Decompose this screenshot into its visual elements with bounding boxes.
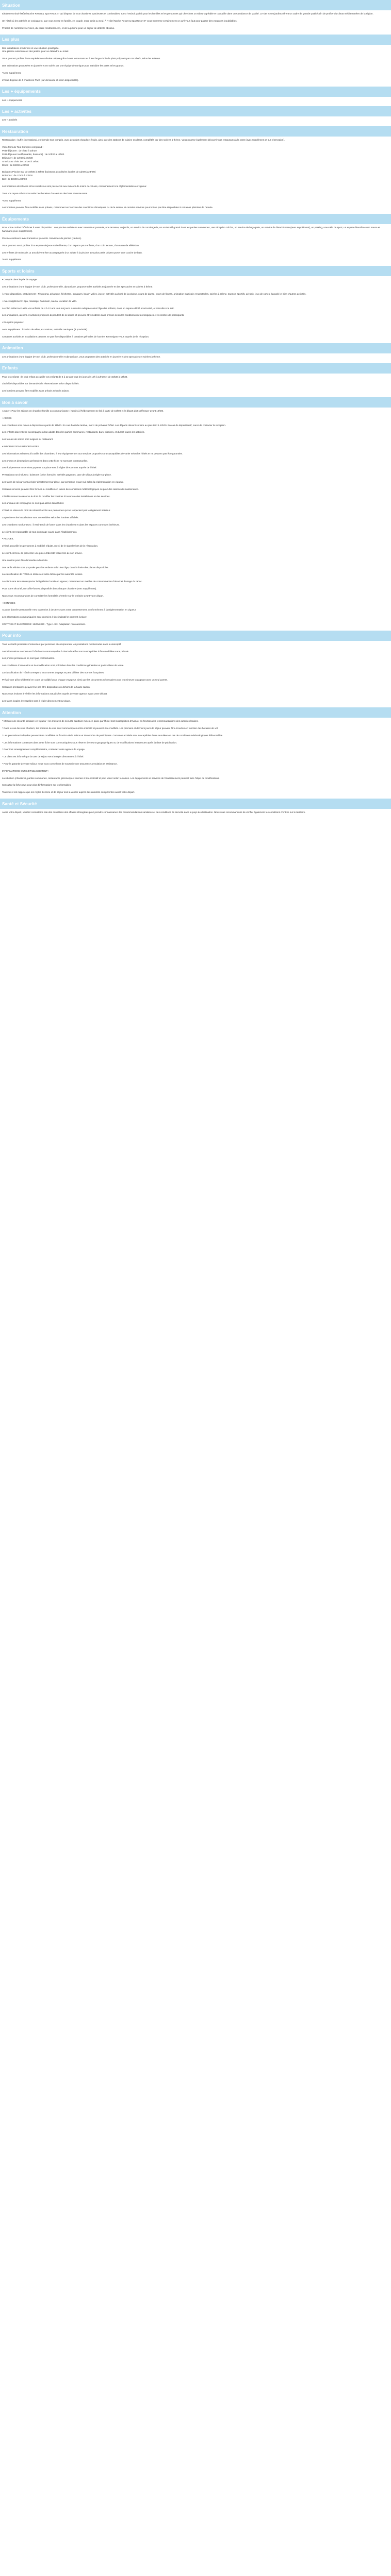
section-paragraph: Snacks au choix de 15h30 à 18h30 [2,160,39,163]
section-paragraph [2,449,389,452]
section-paragraph [2,499,389,502]
section-paragraph [2,591,389,595]
section-paragraph: Boissons Piscine Bar de 10h00 à 23h00 (boissons alcoolisées locales de 11h00 à 23h00) [2,171,96,174]
section-title: Santé et Sécurité [0,799,391,809]
section-paragraph: La classification de l'hôtel correspond aux normes du pays et peut différer des normes françaises. [2,671,105,674]
section-paragraph: COPYRIGHT ELECTRODE: 12/05/2020 - Type 1 3/3. Adaptation non autorisée. [2,622,86,625]
section-title: Les + activités [0,106,391,116]
section-paragraph [2,332,389,335]
section-body [0,809,391,819]
section-paragraph: Avant votre départ, veuillez consulter le site des ministères des affaires étrangères pour prendre connaissance des recommandations sanitaires et des conditions de sécurité dans le pays de destination. Nous vous recommandons de vérifier également les conditions d'entrée sur le territoire. [2,811,306,814]
section-paragraph [2,428,389,431]
section-paragraph [2,744,389,748]
section-paragraph [2,752,389,755]
section-paragraph [2,787,389,791]
section-paragraph [2,325,389,328]
section-paragraph [2,723,389,727]
section-paragraph [2,434,389,438]
section-paragraph: Les boissons alcoolisées et les snacks ne sont pas servis aux mineurs de moins de 18 ans, conformément à la réglementation en vigueur. [2,185,147,188]
section-paragraph [2,233,389,237]
section-paragraph [2,463,389,467]
section-enfants [0,363,391,398]
section-paragraph: Les enfants doivent être accompagnés d'un adulte dans les parties communes, restaurants, bars, piscines, et durant toutes les activités. [2,431,145,434]
section-paragraph: Boissons : de 11h00 à 23h00 [2,174,33,177]
section-paragraph: Une caution peut être demandée à l'arrivée. [2,558,48,562]
section-paragraph [2,484,389,488]
section-body [0,374,391,398]
section-paragraph [2,577,389,580]
section-paragraph [2,420,389,424]
section-paragraph: Dîner : de 19h00 à 22h30 [2,163,29,166]
section-paragraph: Tous vos repas et boissons selon les horaires d'ouverture des bars et restaurants. [2,192,88,195]
section-paragraph: Les chambres non fumeurs : il est interdit de fumer dans les chambres et dans les espaces communs intérieurs. [2,523,120,526]
section-paragraph: *Avec supplément [2,258,21,261]
section-paragraph [2,189,389,192]
section-paragraph [2,696,389,700]
section-paragraph: Restauration : buffet international, en formule tout compris, avec des plats chauds et froids, ainsi que des stations de cuisine en direct, complétés par des soirées à thème. Vous pourrez également découvrir nos restaurants à la carte (avec supplément et sur réservation). [2,139,285,142]
section-paragraph [2,310,389,314]
section-paragraph: Les informations communiquées sont données à titre indicatif et peuvent évoluer. [2,616,87,619]
section-paragraph: • En option payante : [2,321,24,324]
section-paragraph [2,23,389,27]
section-paragraph: A noter : Pour les séjours en chambre famille ou communicante : l'accès à l'hébergement se fait à partir de 15h00 et le départ doit s'effectuer avant 12h00. [2,410,164,413]
section-paragraph: Pour votre confort l'hôtel met à votre disposition : une piscine extérieure avec transats et parasols, une terrasse, un jardin, un service de conciergerie, un accès wifi gratuit dans les parties communes, une réception 24h/24, un service de bagagerie, un service de blanchisserie (avec supplément), un parking, une salle de sport, un espace bien-être avec sauna et hammam (avec supplément). [2,226,380,233]
section-paragraph: Certains services peuvent être fermés ou modifiés en raison des conditions météorologiques ou pour des raisons de maintenance. [2,487,139,490]
section-paragraph [2,675,389,679]
section-paragraph [2,731,389,734]
section-paragraph [2,68,389,72]
section-paragraph [2,142,389,146]
section-paragraph: Les photos présentées ne sont pas contractuelles. [2,657,55,660]
section-paragraph: * Les informations contenues dans cette fiche sont communiquées sous réserve d'erreurs typographiques ou de modifications intervenues après la date de publication. [2,741,177,744]
section-paragraph: Aucune donnée personnelle n'est transmise à des tiers sans votre consentement, conformément à la réglementation en vigueur. [2,608,137,612]
section-paragraph [2,584,389,587]
section-body [0,276,391,343]
section-bon-a-savoir [0,397,391,631]
section-paragraph [2,555,389,559]
section-paragraph [2,54,389,57]
section-title: Situation [0,0,391,10]
section-title: Les + équipements [0,87,391,97]
section-paragraph: Pour votre sécurité, un coffre-fort est disponible dans chaque chambre (avec supplément). [2,587,97,590]
section-title: Animation [0,343,391,353]
section-animation [0,343,391,363]
section-paragraph [2,605,389,608]
section-paragraph: Vous pourrez aussi profiter d'un espace de jeux et de détente, d'un espace pour enfants, d'un coin lecture, d'un salon de télévision. [2,244,140,247]
section-paragraph: Les conditions d'annulation et de modification sont précisées dans les conditions générales et particulières de vente. [2,664,124,667]
section-paragraph: La piscine et les installations sont accessibles selon les horaires affichés. [2,516,79,519]
section-body [0,10,391,35]
section-paragraph: Petit-déjeuner tardif (snacks, boissons) : de 10h30 à 12h00 [2,152,64,156]
section-paragraph [2,738,389,741]
section-title: Enfants [0,363,391,374]
section-paragraph: L'hôtel dispose de 4 chambres PMR (sur demande et selon disponibilité). [2,78,79,81]
section-paragraph [2,248,389,251]
section-paragraph: Les taxes de séjour sont à régler directement sur place, par personne et par nuit selon la réglementation en vigueur. [2,481,124,483]
section-paragraph: Les + équipements [2,98,22,101]
section-paragraph [2,456,389,460]
section-paragraph: * Pour tout renseignement complémentaire, contactez votre agence de voyage. [2,748,86,751]
section-body [0,408,391,631]
section-paragraph: Déjeuner : de 12h30 à 15h30 [2,156,33,159]
section-paragraph: Les chambres sont mises à disposition à partir de 15h00. En cas d'arrivée tardive, merci de prévenir l'hôtel. Les départs doivent se faire au plus tard à 12h00. En cas de départ tardif, merci de contacter la réception. [2,423,226,427]
section-title: Restauration [0,126,391,137]
section-paragraph: L'hôtel se réserve le droit de refuser l'accès aux personnes qui ne respectent pas le règlement intérieur. [2,509,111,512]
section-sports-loisirs [0,266,391,343]
section-paragraph [2,689,389,693]
section-paragraph: L'établissement se réserve le droit de modifier les horaires d'ouverture des installations et des services. [2,495,110,498]
section-body [0,116,391,126]
section-paragraph: INFORMATIONS SUR L'ÉTABLISSEMENT : [2,769,49,772]
section-equipements-detail [0,214,391,266]
section-paragraph [2,505,389,509]
section-paragraph: Les horaires peuvent être modifiés sans préavis, notamment en fonction des conditions climatiques ou de la saison, et certains services pourront ne pas être disponibles à certaines périodes de l'année. [2,206,213,209]
section-equipements [0,87,391,107]
section-title: Bon à savoir [0,397,391,408]
section-paragraph: Prestations non incluses : boissons (selon formule), activités payantes, taxe de séjour à régler sur place. [2,473,112,477]
section-paragraph [2,75,389,79]
section-paragraph: Les taxes locales éventuelles sont à régler directement sur place. [2,700,71,703]
section-paragraph: Les informations concernant l'hôtel sont communiquées à titre indicatif et sont susceptibles d'être modifiées sans préavis. [2,650,129,653]
section-paragraph [2,513,389,516]
section-paragraph: Les animations, ateliers et activités proposés dépendent de la saison et peuvent être modifiés sans préavis selon les conditions météorologiques et le nombre de participants. [2,314,185,317]
section-paragraph [2,541,389,545]
section-paragraph: Consultez la fiche pays pour plus d'informations sur les formalités. [2,784,72,787]
section-paragraph [2,766,389,770]
section-paragraph [2,569,389,573]
section-body [0,224,391,266]
section-paragraph: *Avec supplément [2,199,21,202]
section-paragraph [2,289,389,293]
section-paragraph [2,303,389,307]
section-paragraph [2,16,389,20]
section-paragraph: Le client sera tenu de respecter la législation locale en vigueur, notamment en matière de consommation d'alcool et d'usage du tabac. [2,580,142,583]
section-paragraph [2,682,389,686]
section-paragraph [2,196,389,199]
section-paragraph [2,660,389,664]
section-body [0,97,391,107]
section-paragraph: Les + activités [2,118,18,122]
section-paragraph [2,470,389,473]
section-paragraph: Certaines prestations peuvent ne pas être disponibles en dehors de la haute saison. [2,685,91,688]
section-paragraph [2,61,389,64]
section-paragraph: Des animations proposées en journée et en soirée par une équipe dynamique pour satisfaire les petits et les grands. [2,64,124,67]
section-paragraph [2,477,389,481]
section-paragraph [2,255,389,259]
section-sante-securite [0,799,391,819]
section-paragraph: Des installations modernes et une situation privilégiée. [2,46,59,49]
section-paragraph: Pour les enfants : le club enfant accueille vos enfants de 4 à 12 ans tous les jours de 10h à 12h30 et de 15h30 à 17h30. [2,375,128,378]
section-restauration [0,126,391,214]
section-paragraph [2,442,389,445]
section-paragraph: * Mesures de sécurité sanitaire en vigueur : les mesures de sécurité sanitaire mises en place par l'hôtel sont susceptibles d'évoluer en fonction des recommandations des autorités locales. [2,720,199,723]
section-body [0,718,391,799]
section-paragraph: • INFORMATIONS IMPORTANTES [2,445,39,448]
section-paragraph [2,241,389,244]
section-paragraph: Les tenues de soirée sont exigées au restaurant. [2,438,54,441]
section-paragraph [2,386,389,389]
section-paragraph: L'hôtel accueille les personnes à mobilité réduite, merci de le signaler lors de la réservation. [2,545,99,548]
section-paragraph [2,619,389,623]
section-attention [0,707,391,799]
section-paragraph: La situation (chambres, parties communes, restaurants, piscines) est donnée à titre indicatif et peut varier selon la saison. Les équipements et services de l'établissement peuvent faire l'objet de modifications. [2,776,220,779]
section-paragraph [2,548,389,552]
section-situation [0,0,391,35]
section-paragraph: Prévoir une pièce d'identité en cours de validité pour chaque voyageur, ainsi que les documents nécessaires pour les mineurs voyageant avec un seul parent. [2,678,168,681]
section-paragraph: Le client est tenu de présenter une pièce d'identité valide lors de son arrivée. [2,551,83,554]
section-paragraph [2,773,389,777]
section-paragraph: * Le client est informé que la taxe de séjour sera à régler directement à l'hôtel. [2,755,84,758]
section-paragraph [2,527,389,531]
section-paragraph: Tous les tarifs présentés s'entendent par personne et comprennent les prestations mentionnées dans le descriptif. [2,642,122,646]
section-paragraph: Les animations d'une équipe d'Hotel Club, professionnelle et dynamique, vous proposent des activités en journée et des spectacles et soirées à thème. [2,355,161,358]
section-title: Sports et loisirs [0,266,391,276]
section-paragraph: Nous vous recommandons de consulter les formalités d'entrée sur le territoire avant votre départ. [2,594,104,597]
section-paragraph [2,167,389,171]
section-paragraph: Les horaires peuvent être modifiés sans préavis selon la saison. [2,389,70,393]
section-paragraph [2,296,389,300]
section-paragraph: • Avec supplément : Spa, massage, hammam, sauna. Location de vélo. [2,299,77,302]
section-paragraph: *Avec supplément [2,71,21,74]
section-paragraph: • DONNÉES [2,601,15,604]
section-paragraph: Les photos et descriptions présentées dans cette fiche ne sont pas contractuelles. [2,459,88,462]
section-activites [0,106,391,126]
section-paragraph [2,534,389,537]
section-body [0,137,391,214]
section-body [0,641,391,707]
section-paragraph: Les équipements et services payants sur place sont à régler directement auprès de l'hôtel. [2,466,97,469]
section-les-plus [0,35,391,87]
section-paragraph: Les informations relatives à la taille des chambres, à leur équipement et aux services proposés sont susceptibles de varier selon les hôtels et ne peuvent pas être garanties. [2,452,183,455]
section-paragraph [2,654,389,657]
section-paragraph: Bar : de 10h00 à 00h00 [2,178,27,181]
section-paragraph: • Compris dans le prix de voyage : [2,278,38,281]
section-paragraph: Le client est responsable de tout dommage causé dans l'établissement. [2,530,77,533]
section-paragraph [2,647,389,650]
section-paragraph: * Les prestations indiquées peuvent être modifiées en fonction de la saison et du nombre de participants. Certaines activités sont susceptibles d'être annulées en cas de conditions météorologiques défavorables. [2,734,223,737]
section-body [0,45,391,87]
section-paragraph: Les enfants de moins de 12 ans doivent être accompagnés d'un adulte à la piscine. Les plus petits doivent porter une couche de bain. [2,251,143,254]
section-paragraph: Nous vous invitons à vérifier les informations actualisées auprès de votre agence avant votre départ. [2,692,108,696]
section-paragraph: Avec supplément : location de vélos, excursions, activités nautiques (à proximité). [2,328,88,331]
section-paragraph: Lits bébé disponibles sur demande à la réservation et selon disponibilités. [2,382,79,385]
section-paragraph: Piscine extérieure avec transats et parasols. Serviettes de piscine (caution). [2,237,82,240]
section-pour-info [0,631,391,707]
section-paragraph: À votre disposition, gratuitement : Ping-pong, pétanque, fléchettes, aquagym, beach-volley, jeux et activités au bord de la piscine, cours de danse, cours de fitness, animation musicale et spectacles, soirées à thème, tournois sportifs, aérobic, jeux de cartes, karaoké et bien d'autres activités. [2,292,306,295]
section-paragraph: Vous pourrez profiter d'une expérience culinaire unique grâce à nos restaurants et à leur large choix de plats préparés par nos chefs, selon les saisons. [2,57,161,60]
section-paragraph: • ACCÈS [2,416,12,419]
section-paragraph: La classification de l'hôtel en étoiles est celle définie par les autorités locales. [2,573,83,576]
section-paragraph: Le Club enfant accueille vos enfants de 4 à 12 ans tous les jours. Animation adaptée selon l'âge des enfants, dans un espace dédié et sécurisé, et mini-disco le soir. [2,307,174,310]
section-paragraph: Votre formule Tout Compris comprend : [2,146,43,149]
section-title: Équipements [0,214,391,224]
section-paragraph: Profitez de nombreux services, du cadre méditerranéen, et de la piscine pour un séjour de détente absolue. [2,26,115,29]
section-body [0,353,391,363]
section-paragraph: Toutefois il est rappelé que les règles d'entrée et de séjour sont à vérifier auprès des autorités compétentes avant votre départ. [2,791,135,794]
hotel-description-page [0,0,391,819]
section-paragraph: Certaines activités et installations peuvent ne pas être disponibles à certaines périodes de l'année. Renseignez-vous auprès de la réception. [2,335,150,338]
section-paragraph: Petit-déjeuner : de 7h30 à 10h30 [2,149,37,152]
section-paragraph: Une piscine extérieure et des jardins pour se détendre au soleil. [2,50,69,53]
section-paragraph: * Pour la garantie de votre séjour, nous vous conseillons de souscrire une assurance annulation et assistance. [2,762,118,765]
section-paragraph [2,598,389,602]
section-paragraph: Idéalement situé l'Hôtel Noche Resort & Spa Resort 4* qui dispose de 643 chambres spacieuses et confortables. C'est l'endroit parfait pour les familles et les personnes qui cherchent un séjour agréable et tranquille dans une ambiance de qualité. Le site et ses jardins offrent un cadre de grande qualité afin de profiter du climat méditerranéen de la région. [2,12,373,15]
section-paragraph: Un hôtel où les activités se conjuguent, que vous soyez en famille, en couple, entre amis ou seul. À l'Hôtel Noche Resort & Spa Resort 4* vous trouverez certainement ce qu'il vous faut pour passer des vacances inoubliables. [2,19,237,22]
section-title: Attention [0,707,391,718]
section-paragraph [2,317,389,321]
section-paragraph [2,780,389,784]
section-title: Pour info [0,631,391,641]
section-paragraph: Les animations d'une équipe d'Hotel Club, professionnelle, dynamique, proposent des activités en journée et des spectacles et soirées à thème. [2,285,153,289]
section-paragraph: • ACCUEIL [2,537,14,540]
section-paragraph [2,759,389,762]
section-paragraph: Les animaux de compagnie ne sont pas admis dans l'hôtel. [2,502,64,505]
section-paragraph [2,612,389,616]
section-paragraph [2,203,389,207]
section-paragraph: Des tarifs réduits sont proposés pour les enfants selon leur âge, dans la limite des places disponibles. [2,566,109,569]
section-paragraph [2,181,389,185]
section-paragraph [2,563,389,566]
section-paragraph [2,282,389,285]
section-paragraph [2,379,389,382]
section-paragraph [2,668,389,671]
section-title: Les plus [0,35,391,45]
section-paragraph: * Dans le cas des vols charters, les horaires de vols sont communiqués à titre indicatif et peuvent être modifiés. Les premiers et derniers jours de séjour peuvent être écourtés en fonction des horaires de vol. [2,726,219,730]
section-paragraph [2,413,389,417]
section-paragraph [2,492,389,495]
section-paragraph [2,520,389,523]
